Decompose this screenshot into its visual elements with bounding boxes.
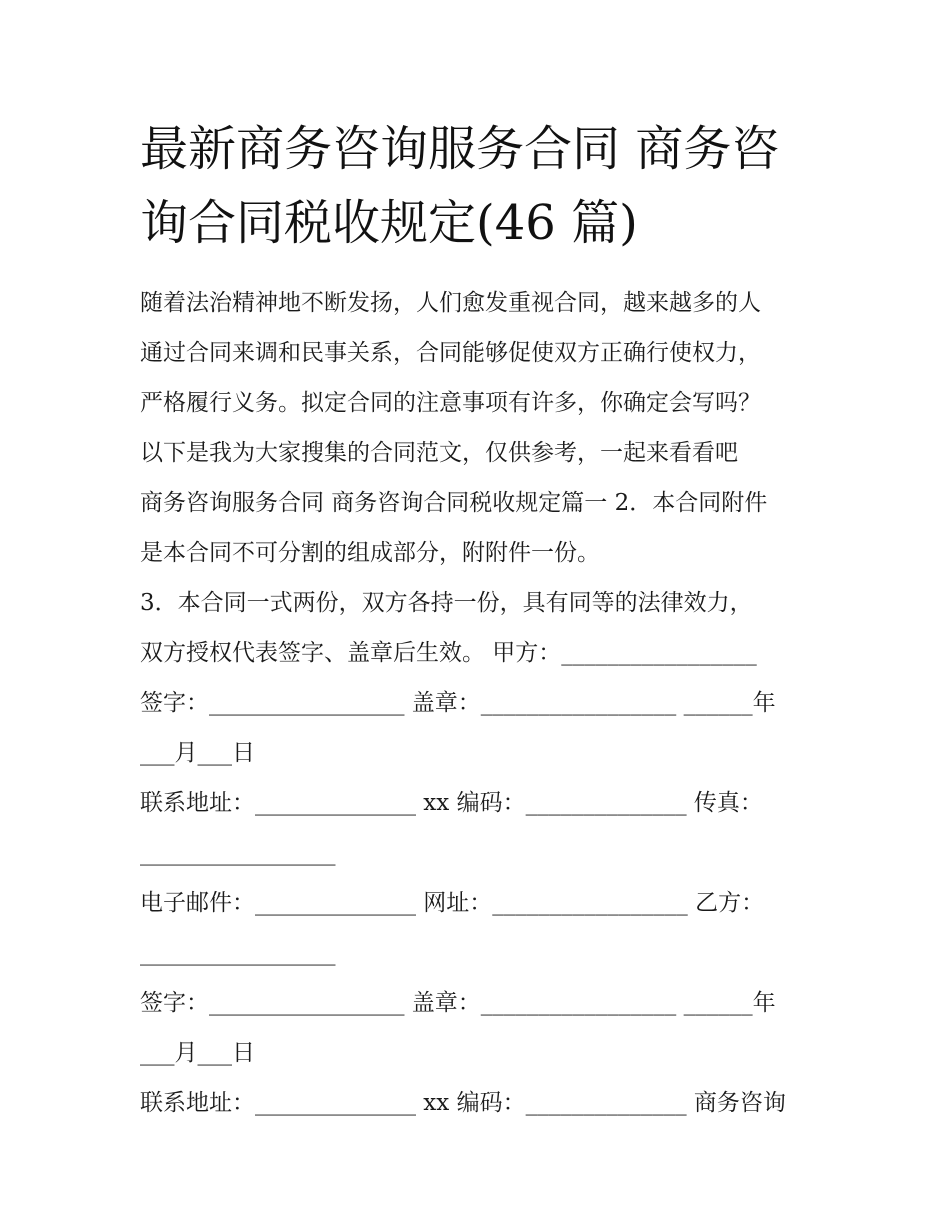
document-body: [140, 278, 830, 1128]
body-line: 通过合同来调和民事关系，合同能够促使双方正确行使权力，: [140, 340, 761, 366]
body-line: _________________: [140, 940, 336, 966]
body-line: 联系地址：______________ xx 编码：______________ 传真：: [140, 790, 763, 816]
body-line: 商务咨询服务合同 商务咨询合同税收规定篇一 2．本合同附件: [140, 490, 768, 516]
body-line: 是本合同不可分割的组成部分，附附件一份。: [140, 540, 600, 566]
body-line: 联系地址：______________ xx 编码：______________ 商务咨询: [140, 1090, 786, 1116]
body-line: 3．本合同一式两份，双方各持一份，具有同等的法律效力，: [140, 590, 753, 616]
body-line: ___月___日: [140, 1040, 255, 1066]
body-line: 严格履行义务。拟定合同的注意事项有许多，你确定会写吗？: [140, 390, 761, 416]
body-line: _________________: [140, 840, 336, 866]
body-line: 签字：_________________ 盖章：_________________ ______年: [140, 990, 776, 1016]
title-line-1: 最新商务咨询服务合同 商务咨: [140, 121, 780, 177]
body-line: ___月___日: [140, 740, 255, 766]
body-line: 签字：_________________ 盖章：_________________ ______年: [140, 690, 776, 716]
title-line-2: 询合同税收规定(46 篇): [140, 195, 638, 251]
body-line: 以下是我为大家搜集的合同范文，仅供参考，一起来看看吧: [140, 440, 738, 466]
body-line: 双方授权代表签字、盖章后生效。 甲方：_________________: [140, 640, 757, 666]
document-title: [140, 112, 820, 260]
body-line: 随着法治精神地不断发扬，人们愈发重视合同，越来越多的人: [140, 290, 761, 316]
body-line: 电子邮件：______________ 网址：_________________ 乙方：: [140, 890, 765, 916]
